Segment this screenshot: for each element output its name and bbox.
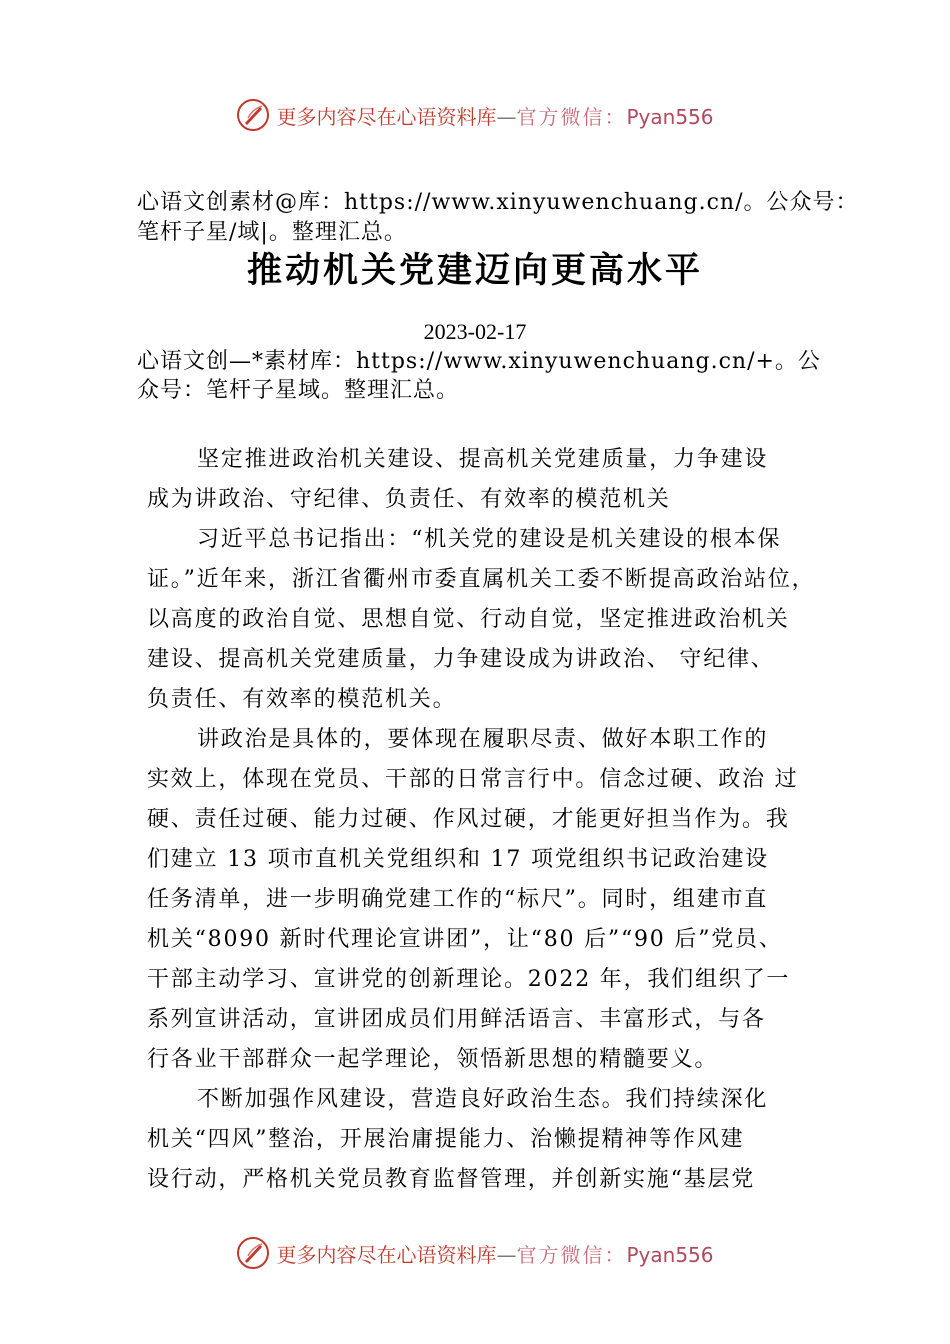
header-line-2: 笔杆子星/域|。整理汇总。 xyxy=(137,220,407,245)
article-body xyxy=(147,440,837,1200)
watermark-wechat-label: 官方微信： xyxy=(516,1242,627,1267)
body-line: 机关“8090 新时代理论宣讲团”，让“80 后”“90 后”党员、 xyxy=(147,927,783,952)
body-line: 不断加强作风建设，营造良好政治生态。我们持续深化 xyxy=(197,1087,769,1112)
body-line: 实效上，体现在党员、干部的日常言行中。信念过硬、政治 过 xyxy=(147,767,799,792)
body-line: 习近平总书记指出：“机关党的建设是机关建设的根本保 xyxy=(197,527,782,552)
watermark-slogan: 更多内容尽在心语资料库 xyxy=(276,1242,497,1267)
watermark-wechat-id: Pyan556 xyxy=(626,1242,714,1267)
body-line: 设行动，严格机关党员教育监督管理，并创新实施“基层党 xyxy=(147,1167,756,1192)
watermark-wechat-id: Pyan556 xyxy=(626,104,714,129)
body-line: 讲政治是具体的，要体现在履职尽责、做好本职工作的 xyxy=(197,727,769,752)
watermark-slogan: 更多内容尽在心语资料库 xyxy=(276,104,497,129)
publish-date: 2023-02-17 xyxy=(423,319,527,344)
body-line: 负责任、有效率的模范机关。 xyxy=(147,687,457,712)
page-title: 推动机关党建迈向更高水平 xyxy=(246,251,703,291)
body-line: 坚定推进政治机关建设、提高机关党建质量，力争建设 xyxy=(197,447,769,472)
body-line: 证。”近年来，浙江省衢州市委直属机关工委不断提高政治站位， xyxy=(147,567,816,592)
watermark-wechat-label: 官方微信： xyxy=(516,104,627,129)
watermark-text xyxy=(276,1239,713,1268)
body-line: 建设、提高机关党建质量，力争建设成为讲政治、 守纪律、 xyxy=(147,647,775,672)
body-line: 行各业干部群众一起学理论，领悟新思想的精髓要义。 xyxy=(147,1047,719,1072)
body-line: 系列宣讲活动，宣讲团成员们用鲜活语言、丰富形式，与各 xyxy=(147,1007,766,1032)
source-line-1: 心语文创—*素材库：https://www.xinyuwenchuang.cn/+。公 xyxy=(137,349,821,374)
body-line: 任务清单，进一步明确党建工作的“标尺”。同时，组建市直 xyxy=(147,887,769,912)
header-watermark-banner xyxy=(0,95,950,135)
watermark-text xyxy=(276,101,713,130)
body-line: 硬、责任过硬、能力过硬、作风过硬，才能更好担当作为。我 xyxy=(147,807,790,832)
body-line: 以高度的政治自觉、思想自觉、行动自觉，坚定推进政治机关 xyxy=(147,607,790,632)
header-line-1: 心语文创素材@库：https://www.xinyuwenchuang.cn/。公众号： xyxy=(137,190,859,215)
footer-watermark-banner xyxy=(0,1233,950,1273)
feather-pen-logo-icon xyxy=(236,98,270,132)
body-line: 们建立 13 项市直机关党组织和 17 项党组织书记政治建设 xyxy=(147,847,769,872)
body-line: 成为讲政治、守纪律、负责任、有效率的模范机关 xyxy=(147,487,671,512)
watermark-dash: — xyxy=(496,1242,517,1267)
feather-pen-logo-icon xyxy=(236,1236,270,1270)
body-line: 机关“四风”整治，开展治庸提能力、治懒提精神等作风建 xyxy=(147,1127,745,1152)
watermark-dash: — xyxy=(496,104,517,129)
body-line: 干部主动学习、宣讲党的创新理论。2022 年，我们组织了一 xyxy=(147,967,791,992)
source-line-2: 众号：笔杆子星域。整理汇总。 xyxy=(137,378,460,403)
